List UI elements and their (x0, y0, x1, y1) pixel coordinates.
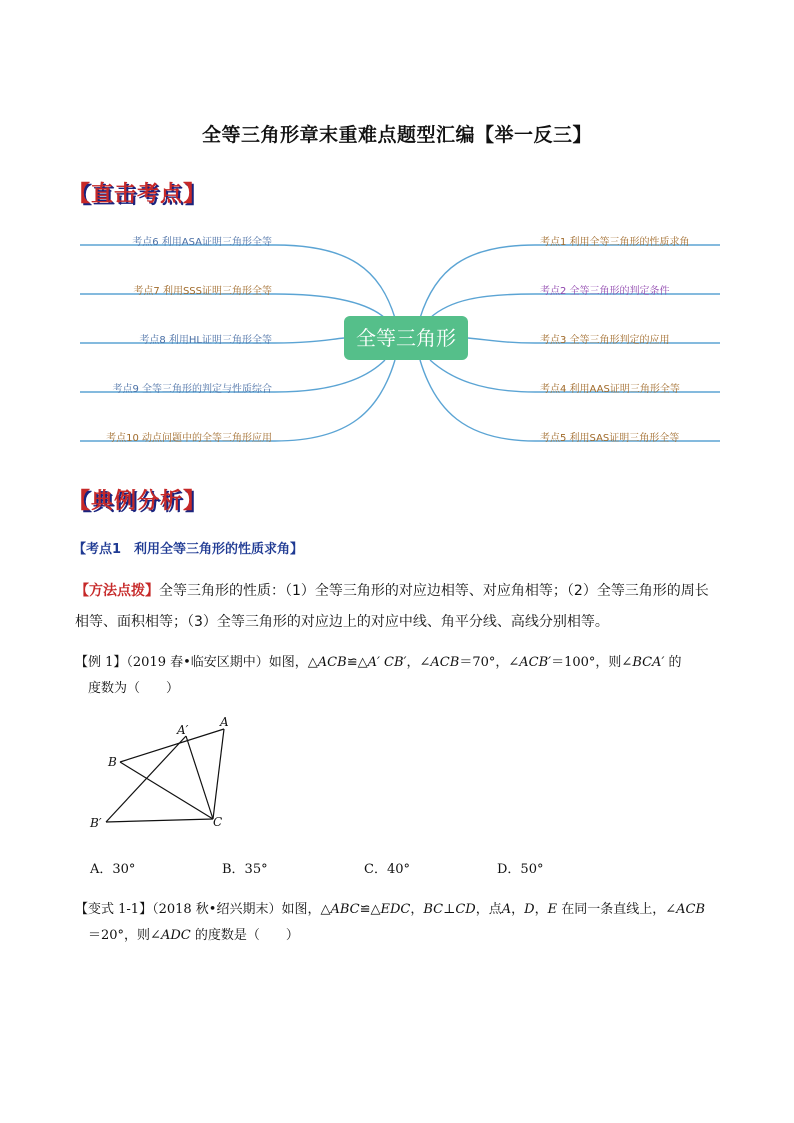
mindmap-node-kp2: 考点2 全等三角形的判定条件 (540, 286, 670, 297)
variant-1-1-line-1 (75, 897, 765, 923)
variant-text-3: 在同一条直线上，∠ (557, 902, 677, 917)
example-1-congruent: ≌△ (346, 655, 368, 670)
variant-point-d: D (524, 902, 535, 917)
option-d: D．50° (497, 862, 544, 877)
section-heading-key-points: 【直击考点】 (68, 182, 207, 207)
segment-BC (120, 762, 213, 819)
variant-abc: ABC (330, 902, 360, 917)
example-1-figure (80, 715, 250, 840)
method-text-1: 全等三角形的性质：（1）全等三角形的对应边相等、对应角相等；（2）全等三角形的周长 (159, 583, 709, 599)
method-tag: 【方法点拨】 (75, 583, 159, 599)
page-title: 全等三角形章末重难点题型汇编【举一反三】 (201, 124, 592, 146)
connector-left-2 (80, 294, 385, 318)
example-1-text-end: 的 (664, 655, 682, 670)
mindmap-node-kp4: 考点4 利用AAS证明三角形全等 (540, 384, 680, 395)
option-a: A．30° (90, 862, 136, 877)
mindmap (0, 0, 794, 470)
mindmap-node-kp10: 考点10 动点问题中的全等三角形应用 (106, 433, 272, 444)
example-1-acb-prime: ACB′ (519, 655, 552, 670)
connector-right-2 (430, 294, 720, 318)
label-A: A (220, 715, 229, 729)
variant-text-5: 的度数是（ ） (190, 928, 299, 943)
variant-cd: CD (455, 902, 476, 917)
mindmap-node-kp9: 考点9 全等三角形的判定与性质综合 (112, 384, 272, 395)
keypoint-1-heading: 【考点1 利用全等三角形的性质求角】 (73, 542, 304, 557)
example-1-text: 【例 1】（2019 春•临安区期中）如图，△ (75, 655, 318, 670)
variant-congruent: ≌△ (359, 902, 381, 917)
mindmap-node-kp6: 考点6 利用ASA证明三角形全等 (132, 237, 272, 248)
label-C: C (213, 815, 223, 829)
mindmap-node-kp1: 考点1 利用全等三角形的性质求角 (540, 237, 690, 248)
option-c: C．40° (364, 862, 410, 877)
example-1-text-3: ＝70°，∠ (459, 655, 520, 670)
example-1-line-2: 度数为（ ） (88, 681, 180, 696)
mindmap-node-kp7: 考点7 利用SSS证明三角形全等 (133, 286, 272, 297)
variant-edc: EDC (380, 902, 411, 917)
variant-text-4: ＝20°，则∠ (88, 928, 161, 943)
option-b: B．35° (222, 862, 268, 877)
mindmap-node-kp3: 考点3 全等三角形判定的应用 (540, 335, 670, 346)
variant-point-e: E (547, 902, 558, 917)
variant-text-2: ，点 (475, 902, 502, 917)
variant-1-1-line-2 (75, 923, 765, 949)
mindmap-center-node: 全等三角形 (344, 316, 468, 360)
segment-AC (213, 729, 224, 819)
variant-comma-1: ， (410, 902, 424, 917)
example-1-acb: ACB (317, 655, 347, 670)
example-1-line-1 (75, 650, 765, 676)
label-A-prime: A′ (177, 723, 189, 737)
variant-bc: BC (423, 902, 444, 917)
example-1-text-2: ，∠ (406, 655, 431, 670)
variant-acb: ACB (676, 902, 706, 917)
section-heading-examples: 【典例分析】 (68, 489, 207, 514)
example-1-text-4: ＝100°，则∠ (551, 655, 633, 670)
variant-comma-2: ， (511, 902, 525, 917)
segment-AprimeC (186, 736, 213, 819)
segment-BprimeAprime (106, 736, 186, 822)
variant-text-1: 【变式 1-1】（2018 秋•绍兴期末）如图，△ (75, 902, 331, 917)
segment-BprimeC (106, 819, 213, 822)
example-1-aprime: A′ CB′ (367, 655, 407, 670)
method-line-2: 相等、面积相等；（3）全等三角形的对应边上的对应中线、角平分线、高线分别相等。 (75, 614, 609, 630)
method-line-1 (75, 576, 755, 607)
label-B-prime: B′ (90, 816, 102, 830)
mindmap-node-kp8: 考点8 利用HL证明三角形全等 (139, 335, 272, 346)
example-1-acb-2: ACB (430, 655, 460, 670)
method-paragraph (75, 576, 755, 638)
label-B: B (108, 755, 117, 769)
variant-perp: ⊥ (443, 902, 456, 917)
variant-comma-3: ， (534, 902, 548, 917)
segment-BA (120, 729, 224, 762)
mindmap-node-kp5: 考点5 利用SAS证明三角形全等 (540, 433, 680, 444)
variant-adc: ADC (160, 928, 191, 943)
example-1-bca-prime: BCA′ (632, 655, 665, 670)
example-1 (75, 650, 765, 702)
variant-point-a: A (501, 902, 512, 917)
variant-1-1 (75, 897, 765, 949)
